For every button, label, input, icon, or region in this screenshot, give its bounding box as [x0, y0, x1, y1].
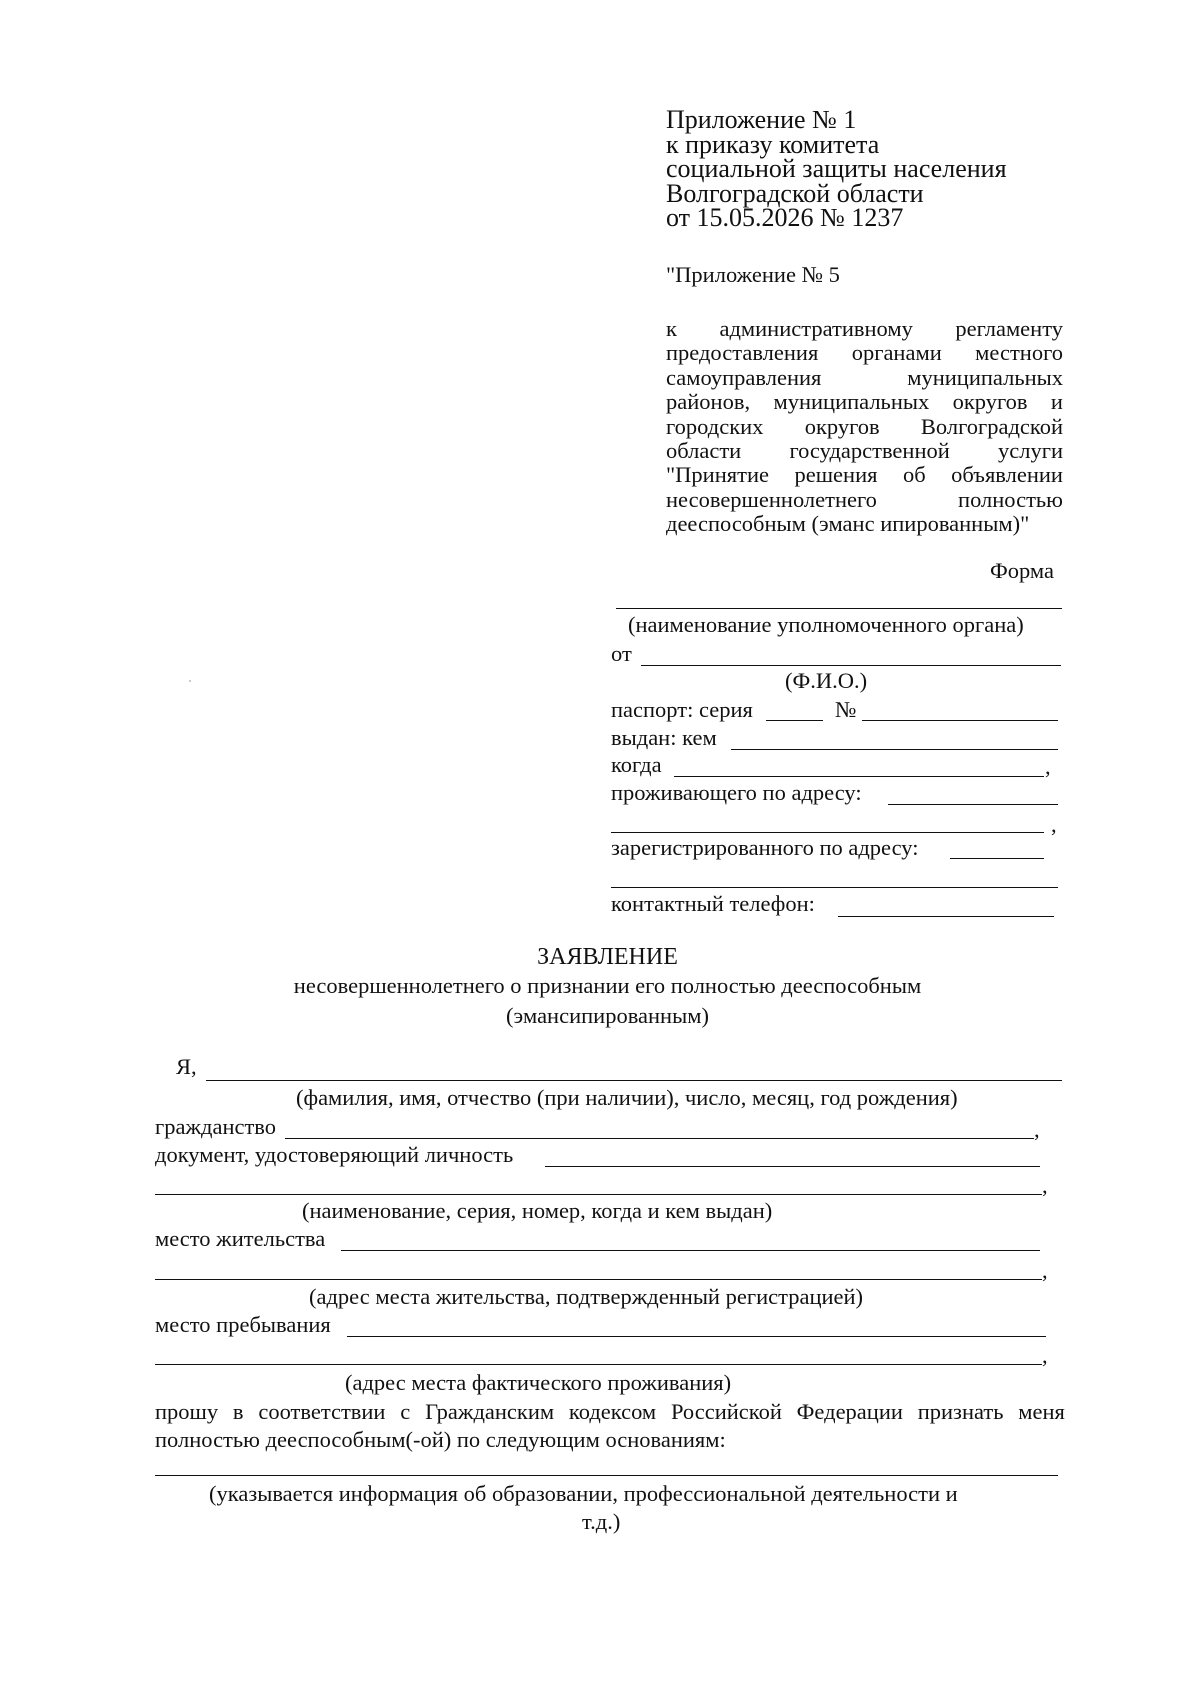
stay-field[interactable] [347, 1336, 1046, 1337]
comma: , [1042, 1343, 1048, 1368]
passport-number-field[interactable] [862, 720, 1058, 721]
comma: , [1042, 1258, 1048, 1283]
authority-name-field[interactable] [616, 608, 1062, 609]
regulation-word: муниципальных [773, 389, 930, 415]
regulation-line [666, 341, 1063, 365]
fio-caption: (Ф.И.О.) [785, 668, 868, 693]
regulation-line [666, 415, 1063, 439]
regulation-line [666, 390, 1063, 414]
request-word: кодексом [568, 1399, 657, 1424]
phone-field[interactable] [838, 916, 1054, 917]
request-word: меня [1018, 1399, 1065, 1424]
regulation-word: самоуправления [666, 364, 822, 390]
request-word: признать [917, 1399, 1004, 1424]
grounds-caption: т.д.) [582, 1509, 621, 1534]
citizenship-field[interactable] [285, 1138, 1034, 1139]
request-word: Гражданским [425, 1399, 555, 1424]
residence-caption: (адрес места жительства, подтвержденный регистрацией) [309, 1284, 864, 1309]
passport-number-sign: № [835, 697, 857, 722]
regulation-word: органами [851, 340, 942, 366]
regulation-word: к [666, 316, 677, 341]
order-header-line: от 15.05.2026 № 1237 [666, 203, 904, 232]
residence-label: место жительства [155, 1226, 326, 1251]
id-document-field[interactable] [545, 1166, 1040, 1167]
applicant-caption: (фамилия, имя, отчество (при наличии), число, месяц, год рождения) [296, 1085, 958, 1110]
residing-address-field-line2[interactable] [611, 832, 1044, 833]
statement-title: ЗАЯВЛЕНИЕ [537, 944, 678, 970]
registered-address-field[interactable] [950, 858, 1044, 859]
appendix-title: "Приложение № 5 [666, 262, 840, 287]
grounds-field[interactable] [155, 1475, 1058, 1476]
regulation-line [666, 439, 1063, 463]
comma: , [1045, 754, 1051, 779]
residence-field[interactable] [341, 1250, 1040, 1251]
id-document-caption: (наименование, серия, номер, когда и кем выдан) [302, 1198, 773, 1223]
issued-by-label: выдан: кем [611, 725, 717, 750]
passport-series-field[interactable] [766, 720, 823, 721]
regulation-word: округов [804, 413, 880, 439]
request-text-line [155, 1399, 1065, 1425]
form-label: Форма [990, 558, 1055, 583]
comma: , [1034, 1117, 1040, 1142]
regulation-line [666, 463, 1063, 487]
regulation-word: регламенту [955, 316, 1063, 341]
regulation-word: услуги [998, 438, 1063, 464]
scan-speck [189, 680, 191, 682]
applicant-field[interactable] [206, 1080, 1062, 1081]
request-word: Федерации [796, 1399, 903, 1424]
regulation-line [666, 317, 1063, 341]
regulation-word: несовершеннолетнего [666, 486, 877, 512]
order-header-line: Волгоградской области [666, 178, 924, 208]
regulation-word: "Принятие [666, 462, 769, 488]
from-label: от [611, 641, 632, 666]
regulation-word: местного [975, 340, 1063, 366]
issued-by-field[interactable] [731, 749, 1058, 750]
order-header [666, 105, 1007, 232]
regulation-word: районов, [666, 389, 751, 415]
grounds-caption: (указывается информация об образовании, профессиональной деятельности и [209, 1481, 958, 1506]
regulation-word: решения [794, 462, 878, 488]
request-word: Российской [670, 1399, 782, 1424]
regulation-line [666, 512, 1063, 536]
regulation-word: и [1050, 389, 1063, 415]
citizenship-label: гражданство [155, 1114, 277, 1139]
stay-label: место пребывания [155, 1312, 331, 1337]
passport-series-label: паспорт: серия [611, 697, 753, 722]
request-word: прошу [155, 1399, 219, 1424]
comma: , [1051, 812, 1057, 837]
id-document-label: документ, удостоверяющий личность [155, 1142, 514, 1167]
registered-address-field-line2[interactable] [611, 887, 1058, 888]
regulation-word: полностью [958, 486, 1063, 512]
regulation-word: округов [952, 389, 1028, 415]
regulation-word: предоставления [666, 340, 819, 366]
regulation-word: Волгоградской [920, 413, 1063, 439]
request-text-line: полностью дееспособным(-ой) по следующим основаниям: [155, 1427, 726, 1452]
request-word: соответствии [258, 1399, 386, 1424]
authority-caption: (наименование уполномоченного органа) [628, 612, 1024, 637]
phone-label: контактный телефон: [611, 891, 815, 916]
request-word: с [400, 1399, 411, 1424]
regulation-line [666, 366, 1063, 390]
statement-subtitle: (эмансипированным) [506, 1003, 709, 1028]
stay-caption: (адрес места фактического проживания) [345, 1370, 732, 1395]
registered-address-label: зарегистрированного по адресу: [611, 835, 919, 860]
order-header-line: Приложение № 1 [666, 105, 857, 134]
issued-when-field[interactable] [674, 776, 1044, 777]
order-header-line: к приказу комитета [666, 129, 880, 159]
id-document-field-line2[interactable] [155, 1194, 1042, 1195]
stay-field-line2[interactable] [155, 1364, 1042, 1365]
i-label: Я, [176, 1054, 197, 1079]
regulation-word: городских [666, 413, 764, 439]
regulation-word: объявлении [951, 462, 1063, 488]
order-header-line: социальной защиты населения [666, 154, 1007, 183]
issued-when-label: когда [611, 752, 662, 777]
residing-address-label: проживающего по адресу: [611, 780, 862, 805]
regulation-word: дееспособным (эманс ипированным)" [666, 511, 1030, 537]
regulation-word: муниципальных [907, 364, 1063, 390]
residence-field-line2[interactable] [155, 1279, 1042, 1280]
fio-field[interactable] [641, 665, 1061, 666]
regulation-word: государственной [789, 438, 950, 464]
regulation-word: административному [719, 316, 913, 341]
comma: , [1042, 1173, 1048, 1198]
regulation-reference [666, 317, 1063, 537]
regulation-word: области [666, 438, 742, 464]
regulation-word: об [902, 462, 926, 488]
residing-address-field[interactable] [888, 804, 1058, 805]
regulation-line [666, 488, 1063, 512]
request-word: в [232, 1399, 244, 1424]
statement-subtitle: несовершеннолетнего о признании его полностью дееспособным [293, 973, 922, 998]
